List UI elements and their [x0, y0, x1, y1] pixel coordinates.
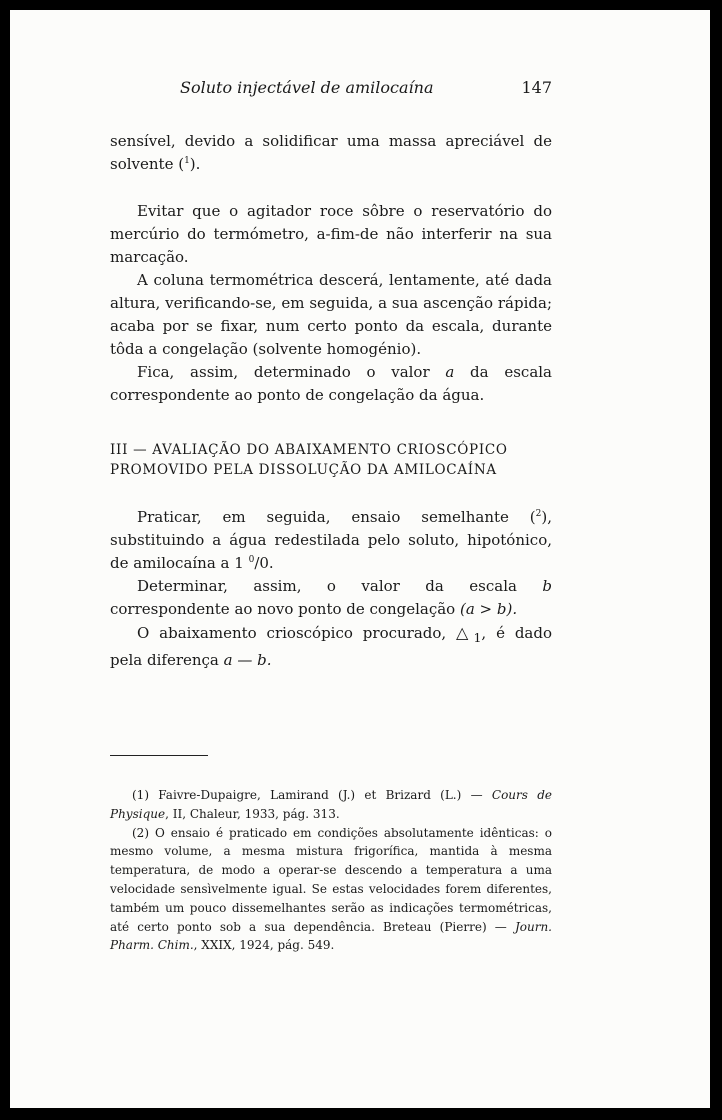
running-title: Soluto injectável de amilocaína: [180, 78, 434, 97]
instructions-block: [110, 200, 552, 407]
page-header: [110, 78, 552, 108]
heading-line: PROMOVIDO PELA DISSOLUÇÃO DA AMILOCAÍNA: [110, 462, 497, 478]
difference-expression: a — b.: [223, 651, 272, 669]
footnote-ref: 1: [184, 156, 190, 166]
footnote-2: (2) O ensaio é praticado em condições absolutamente idênticas: o mesmo volume, a mesma mistura frigorífica, mantida à mesma temperatura, de modo a operar-se descendo a temperatura a uma velocidade sensìvelmente igual. Se estas velocidades forem diferentes, também um pouco dissemelhantes serão as indicações termométricas, até certo ponto sob a sua dependência. Breteau (Pierre) — Journ. Pharm. Chim., XXIX, 1924, pág. 549.: [110, 825, 552, 953]
paragraph: Fica, assim, determinado o valor a da escala correspondente ao ponto de congelação da água.: [110, 363, 552, 404]
inequality-expression: (a > b).: [459, 600, 518, 618]
paragraph: sensível, devido a solidificar uma massa apreciável de solvente ($^1$).: [110, 132, 552, 173]
footnote-1: (1) Faivre-Dupaigre, Lamirand (J.) et Brizard (L.) — Cours de Physique, II, Chaleur, 1933, pág. 313.: [110, 788, 552, 821]
variable-a: a: [445, 363, 455, 381]
footnote-divider: [110, 755, 208, 756]
paragraph: A coluna termométrica descerá, lentamente, até dada altura, verificando-se, em seguida, a sua ascenção rápida; acaba por se fixar, num certo ponto da escala, durante tôda a congelação (solvente homogénio).: [110, 271, 552, 358]
heading-line: III — AVALIAÇÃO DO ABAIXAMENTO CRIOSCÓPICO: [110, 442, 508, 458]
paragraph: O abaixamento crioscópico procurado, $\triangle_1$, é dado pela diferença a — b.: [110, 623, 552, 669]
section-heading: [110, 440, 552, 480]
book-page: [10, 10, 710, 1108]
paragraph: Determinar, assim, o valor da escala b correspondente ao novo ponto de congelação (a > b).: [110, 577, 552, 618]
section-body: [110, 506, 552, 672]
paragraph: Evitar que o agitador roce sôbre o reservatório do mercúrio do termómetro, a-fim-de não interferir na sua marcação.: [110, 202, 552, 266]
variable-b: b: [542, 577, 552, 595]
footnotes: [110, 786, 552, 955]
delta-symbol: △: [456, 623, 474, 642]
footnote-ref: 2: [535, 509, 542, 519]
paragraph: Praticar, em seguida, ensaio semelhante ($^2$), substituindo a água redestilada pelo soluto, hipotónico, de amilocaína a 1 $^0$/0.: [110, 508, 552, 572]
continued-paragraph: [110, 130, 552, 176]
page-number: 147: [521, 78, 552, 97]
